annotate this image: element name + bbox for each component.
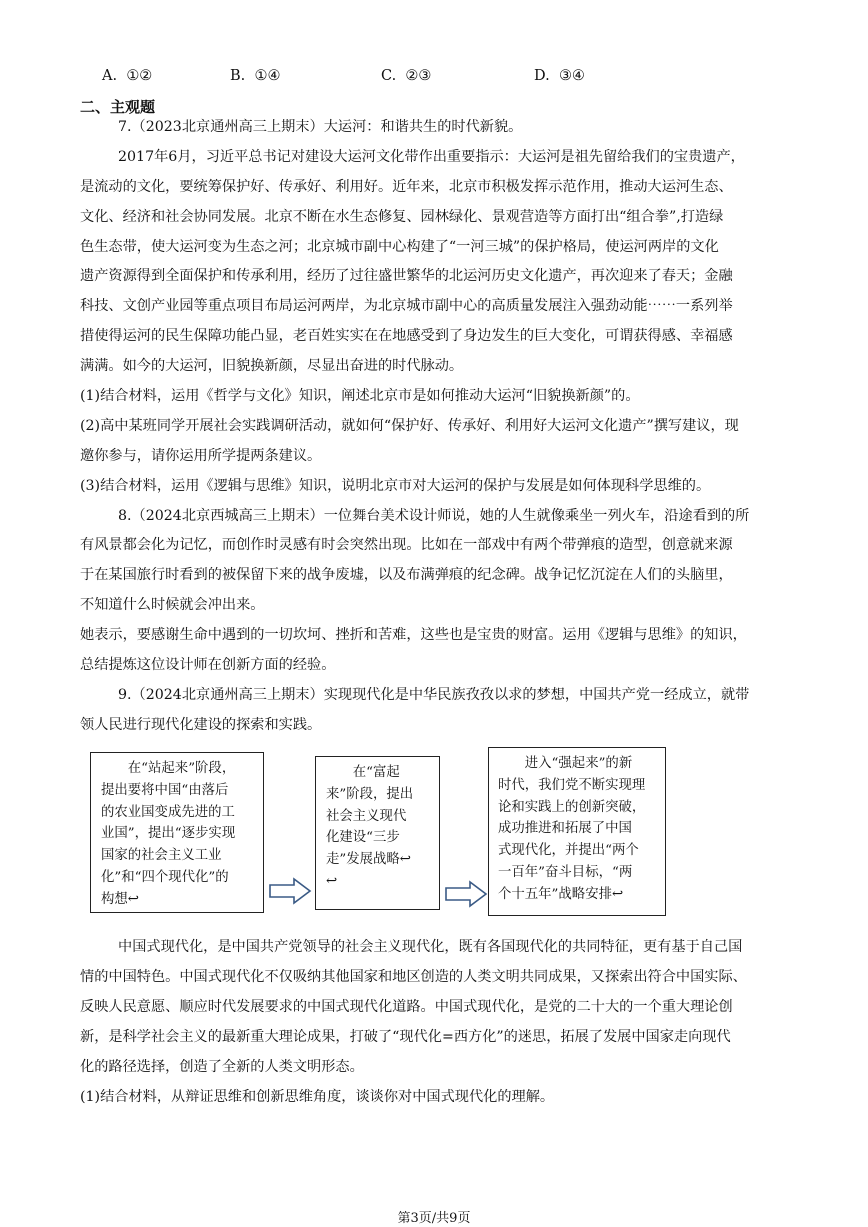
option-a: A. ①② (102, 68, 153, 84)
q9-line: 领人民进行现代化建设的探索和实践。 (80, 717, 322, 733)
arrow-right-icon (268, 877, 312, 905)
q7-question-2-cont: 邀你参与，请你运用所学提两条建议。 (80, 448, 322, 464)
q8-line: 于在某国旅行时看到的被保留下来的战争废墟，以及布满弹痕的纪念碑。战争记忆沉淀在人们的头脑里， (80, 567, 733, 583)
q7-material-line: 色生态带，使大运河变为生态之河；北京城市副中心构建了“一河三城”的保护格局，使运河两岸的文化 (80, 239, 719, 255)
page-footer: 第3页/共9页 (397, 1211, 471, 1226)
q7-material-line: 是流动的文化，要统筹保护好、传承好、利用好。近年来，北京市积极发挥示范作用，推动大运河生态、 (80, 179, 733, 195)
q7-material-line: 文化、经济和社会协同发展。北京不断在水生态修复、园林绿化、景观营造等方面打出“组合拳”,打造绿 (80, 209, 724, 225)
q7-material-line: 科技、文创产业园等重点项目布局运河两岸，为北京城市副中心的高质量发展注入强劲动能⋯⋯一系列举 (80, 298, 733, 314)
q7-material-line: 满满。如今的大运河，旧貌换新颜，尽显出奋进的时代脉动。 (80, 358, 464, 374)
q7-material-line: 遗产资源得到全面保护和传承利用，经历了过往盛世繁华的北运河历史文化遗产，再次迎来了春天；金融 (80, 268, 733, 284)
q8-line: 她表示，要感谢生命中遇到的一切坎坷、挫折和苦难，这些也是宝贵的财富。运用《逻辑与思维》的知识， (80, 627, 747, 643)
q7-question-2: (2)高中某班同学开展社会实践调研活动，就如何“保护好、传承好、利用好大运河文化遗产”撰写建议，现 (80, 418, 739, 434)
q9-question-1: (1)结合材料，从辩证思维和创新思维角度，谈谈你对中国式现代化的理解。 (80, 1089, 555, 1105)
q7-material-line: 2017年6月，习近平总书记对建设大运河文化带作出重要指示：大运河是祖先留给我们的宝贵遗产， (118, 149, 745, 165)
q9-line: 9.（2024北京通州高三上期末）实现现代化是中华民族孜孜以求的梦想，中国共产党一经成立，就带 (118, 687, 750, 703)
q9-material-line: 情的中国特色。中国式现代化不仅吸纳其他国家和地区创造的人类文明共同成果，又探索出符合中国实际、 (80, 969, 747, 985)
stage-box-getting-rich: 在“富起 来”阶段，提出 社会主义现代 化建设“三步 走”发展战略↩ ↩ (315, 756, 440, 910)
q9-material-line: 化的路径选择，创造了全新的人类文明形态。 (80, 1059, 364, 1075)
q9-material-line: 中国式现代化，是中国共产党领导的社会主义现代化，既有各国现代化的共同特征，更有基于自己国 (118, 939, 743, 955)
q7-question-3: (3)结合材料，运用《逻辑与思维》知识，说明北京市对大运河的保护与发展是如何体现科学思维的。 (80, 478, 711, 494)
q8-line: 总结提炼这位设计师在创新方面的经验。 (80, 657, 336, 673)
stage-box-standing-up: 在“站起来”阶段， 提出要将中国“由落后 的农业国变成先进的工 业国”，提出“逐步实现 国家的社会主义工业 化”和“四个现代化”的 构想↩ (90, 752, 264, 913)
q9-material-line: 反映人民意愿、顺应时代发展要求的中国式现代化道路。中国式现代化，是党的二十大的一个重大理论创 (80, 999, 733, 1015)
option-d: D. ③④ (534, 68, 585, 84)
q7-header: 7.（2023北京通州高三上期末）大运河：和谐共生的时代新貌。 (118, 119, 523, 135)
q8-line: 不知道什么时候就会冲出来。 (80, 597, 265, 613)
q8-line: 有风景都会化为记忆，而创作时灵感有时会突然出现。比如在一部戏中有两个带弹痕的造型，创意就来源 (80, 537, 733, 553)
q8-line: 8.（2024北京西城高三上期末）一位舞台美术设计师说，她的人生就像乘坐一列火车，沿途看到的所 (118, 508, 750, 524)
option-c: C. ②③ (381, 68, 432, 84)
section-title: 二、主观题 (80, 98, 156, 116)
stage-box-getting-strong: 进入“强起来”的新 时代，我们党不断实现理 论和实践上的创新突破， 成功推进和拓展了中国 式现代化，并提出“两个 一百年”奋斗目标，“两 个十五年”战略安排↩ (488, 747, 666, 916)
q7-material-line: 措使得运河的民生保障功能凸显，老百姓实实在在地感受到了身边发生的巨大变化，可谓获得感、幸福感 (80, 328, 733, 344)
q9-material-line: 新，是科学社会主义的最新重大理论成果，打破了“现代化=西方化”的迷思，拓展了发展中国家走向现代 (80, 1029, 731, 1045)
option-b: B. ①④ (230, 68, 281, 84)
q7-question-1: (1)结合材料，运用《哲学与文化》知识，阐述北京市是如何推动大运河“旧貌换新颜”的。 (80, 388, 640, 404)
arrow-right-icon (444, 880, 488, 908)
